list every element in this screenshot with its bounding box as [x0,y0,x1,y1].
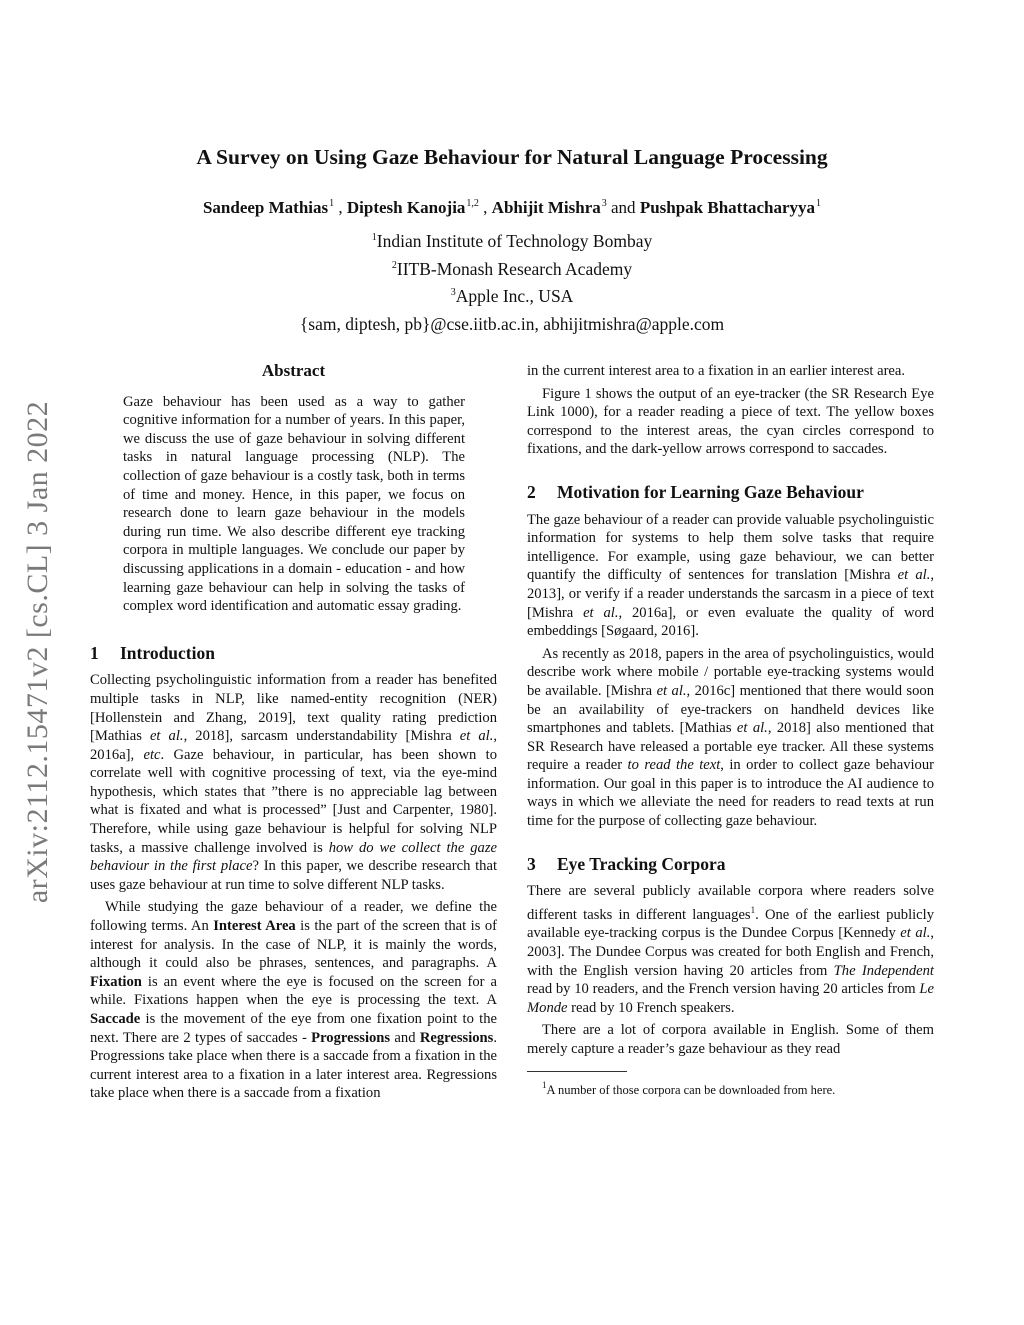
author-list [0,198,1024,218]
section-number: 2 [527,481,536,502]
emphasis: etc [143,746,161,763]
emphasis: to read the text [627,757,721,774]
footnote-mark: 1 [542,1079,547,1090]
section-heading-corpora [527,855,934,874]
emphasis: The Independent [833,962,934,979]
emphasis: et al. [736,720,768,737]
author-emails: {sam, diptesh, pb}@cse.iitb.ac.in, abhijitmishra@apple.com [299,313,725,334]
author-affiliation-mark: 3 [601,198,607,209]
author-separator: , [334,198,347,217]
left-column [90,362,497,1103]
paragraph: While studying the gaze behaviour of a reader, we define the following terms. An Interest Area is the part of the screen that is of interest for analysis. In the case of NLP, it is mainly the words, although it could also be phrases, sentences, and paragraphs. A Fixation is an event where the eye is focused on the screen for a while. Fixations happen when the eye is processing the text. A Saccade is the movement of the eye from one fixation point to the next. There are 2 types of saccades - Progressions and Regressions. Progressions take place when there is a saccade from a fixation in the current interest area to a fixation in a later interest area. Regressions take place when there is a saccade from a fixation [90,899,497,1102]
author-name: Sandeep Mathias [202,198,329,217]
defined-term: Fixation [90,973,142,990]
affiliation-text: Apple Inc., USA [455,286,574,306]
defined-term: Progressions [311,1029,391,1046]
section-title: Introduction [120,642,215,663]
affiliation-mark: 3 [450,287,456,298]
section-title: Eye Tracking Corpora [557,853,726,874]
author-name: Pushpak Bhattacharyya [639,198,816,217]
paper-title: A Survey on Using Gaze Behaviour for Natural Language Processing [196,145,828,169]
emphasis: et al. [583,604,619,621]
section-heading-introduction [90,644,497,663]
defined-term: Interest Area [213,918,296,935]
section-title: Motivation for Learning Gaze Behaviour [557,481,864,502]
paragraph: There are a lot of corpora available in English. Some of them merely capture a reader’s gaze behaviour as they read [527,1022,934,1057]
affiliation-text: IITB-Monash Research Academy [396,258,633,279]
affiliation-line [0,254,1024,282]
emphasis: et al. [656,682,687,699]
paragraph: Figure 1 shows the output of an eye-tracker (the SR Research Eye Link 1000), for a reader reading a piece of text. The yellow boxes correspond to the interest areas, the cyan circles correspond to fixations, and the dark-yellow arrows correspond to saccades. [527,385,934,458]
author-affiliation-mark: 1 [329,198,335,209]
section-number: 1 [90,642,99,663]
emphasis: how do we collect the gaze behaviour in the first place [90,839,497,875]
emphasis: et al. [459,728,494,745]
author-affiliation-mark: 1 [816,198,822,209]
section-heading-motivation [527,483,934,502]
author-separator: and [606,198,640,217]
affiliation-text: Indian Institute of Technology Bombay [376,231,653,251]
affiliation-mark: 1 [371,232,377,243]
affiliation-block [0,226,1024,336]
paragraph: in the current interest area to a fixation in an earlier interest area. [527,363,906,379]
abstract-text: Gaze behaviour has been used as a way to gather cognitive information for a number of years. In this paper, we discuss the use of gaze behaviour in solving different tasks in natural language processing (NLP). The collection of gaze behaviour is a costly task, both in terms of time and money. Hence, in this paper, we focus on research done to learn gaze behaviour in the models during run time. We also describe different eye tracking corpora in multiple languages. We conclude our paper by discussing applications in a domain - education - and how learning gaze behaviour can help in solving the tasks of complex word identification and automatic essay grading. [123,393,465,615]
abstract-heading: Abstract [261,361,326,380]
paragraph: The gaze behaviour of a reader can provide valuable psycholinguistic information for systems to help them solve tasks that require intelligence. For example, using gaze behaviour, we can better quantify the difficulty of sentences for translation [Mishra et al., 2013], or verify if a reader understands the sarcasm in a piece of text [Mishra et al., 2016a], or even evaluate the quality of word embeddings [Søgaard, 2016]. [527,511,935,640]
arxiv-watermark [15,372,61,932]
defined-term: Regressions [419,1029,494,1046]
arxiv-identifier: arXiv:2112.15471v2 [cs.CL] 3 Jan 2022 [21,400,54,904]
footnote-ref: 1 [750,904,756,915]
author-separator: , [478,198,492,217]
paragraph: Collecting psycholinguistic information from a reader has benefited multiple tasks in NLP, like named-entity recognition (NER) [Hollenstein and Zhang, 2019], text quality rating prediction [Mathias et al., 2018], sarcasm understandability [Mishra et al., 2016a], etc. Gaze behaviour, in particular, has been shown to correlate well with cognitive processing of text, via the eye-mind hypothesis, which states that ”there is no appreciable lag between what is fixated and what is processed” [Just and Carpenter, 1980]. Therefore, while using gaze behaviour is helpful for solving NLP tasks, a massive challenge involved is how do we collect the gaze behaviour in the first place? In this paper, we describe research that uses gaze behaviour at run time to solve different NLP tasks. [90,672,498,893]
paragraph: There are several publicly available corpora where readers solve different tasks in different languages$^1$. One of the earliest publicly available eye-tracking corpus is the Dundee Corpus [Kennedy et al., 2003]. The Dundee Corpus was created for both English and French, with the English version having 20 articles from The Independent read by 10 readers, and the French version having 20 articles from Le Monde read by 10 French speakers. [527,883,935,1016]
footnote-text: A number of those corpora can be downloaded from here. [546,1082,836,1097]
author-affiliation-mark: 1,2 [466,198,479,209]
footnote [527,1076,934,1100]
defined-term: Saccade [90,1011,141,1027]
affiliation-mark: 2 [391,259,397,271]
emphasis: et al. [900,925,931,942]
affiliation-line [0,281,1024,309]
emphasis: et al. [897,567,931,584]
footnote-divider [527,1071,627,1072]
author-name: Abhijit Mishra [491,198,601,217]
right-column [527,362,934,1099]
emphasis: Le Monde [527,981,934,1016]
author-name: Diptesh Kanojia [346,198,466,217]
emphasis: et al. [149,728,184,745]
affiliation-line [0,226,1024,254]
paragraph: As recently as 2018, papers in the area of psycholinguistics, would describe work where mobile / portable eye-tracking systems would be available. [Mishra et al., 2016c] mentioned that there would soon be an availability of eye-trackers on handheld devices like smartphones and tablets. [Mathias et al., 2018] also mentioned that SR Research have released a portable eye tracker. All these systems require a reader to read the text, in order to collect gaze behaviour information. Our goal in this paper is to introduce the AI audience to ways in which we alleviate the need for readers to read texts at run time for the purpose of collecting gaze behaviour. [527,645,934,830]
section-number: 3 [527,853,536,874]
